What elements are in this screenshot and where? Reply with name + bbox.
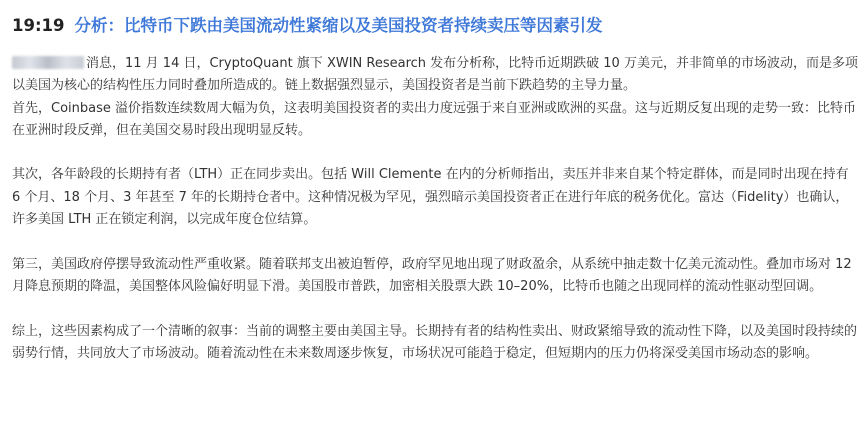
news-paragraph: 综上，这些因素构成了一个清晰的叙事：当前的调整主要由美国主导。长期持有者的结构性卖出、财政紧缩导致的流动性下降，以及美国时段持续的弱势行情，共同放大了市场波动。随着流动性在未来数周逐步恢复，市场状况可能趋于稳定，但短期内的压力仍将深受美国市场动态的影响。 (12, 323, 858, 361)
news-paragraph (12, 53, 858, 98)
redacted-source (12, 56, 84, 69)
paragraph-text: 消息，11 月 14 日，CryptoQuant 旗下 XWIN Research 发布分析称，比特币近期跌破 10 万美元，并非简单的市场波动，而是多项以美国为核心的结构性压力同时叠加所造成的。链上数据强烈显示，美国投资者是当前下跌趋势的主导力量。 (12, 56, 858, 94)
news-body (12, 53, 858, 387)
news-headline (12, 13, 862, 39)
news-title[interactable]: 分析：比特币下跌由美国流动性紧缩以及美国投资者持续卖压等因素引发 (74, 16, 603, 35)
news-time: 19:19 (12, 16, 65, 35)
news-paragraph: 其次，各年龄段的长期持有者（LTH）正在同步卖出。包括 Will Clemente 在内的分析师指出，卖压并非来自某个特定群体，而是同时出现在持有 6 个月、18 个月、3 年甚至 7 年的长期持仓者中。这种情况极为罕见，强烈暗示美国投资者正在进行年底的税务优化。富达（Fidelity）也确认，许多美国 LTH 正在锁定利润，以完成年度仓位结算。 (12, 167, 849, 228)
news-paragraph: 第三，美国政府停摆导致流动性严重收紧。随着联邦支出被迫暂停，政府罕见地出现了财政盈余，从系统中抽走数十亿美元流动性。叠加市场对 12 月降息预期的降温，美国整体风险偏好明显下滑。美国股市普跌，加密相关股票大跌 10–20%，比特币也随之出现同样的流动性驱动型回调。 (12, 256, 852, 294)
news-paragraph: 首先，Coinbase 溢价指数连续数周大幅为负，这表明美国投资者的卖出力度远强于来自亚洲或欧洲的买盘。这与近期反复出现的走势一致：比特币在亚洲时段反弹，但在美国交易时段出现明显反转。 (12, 100, 857, 138)
